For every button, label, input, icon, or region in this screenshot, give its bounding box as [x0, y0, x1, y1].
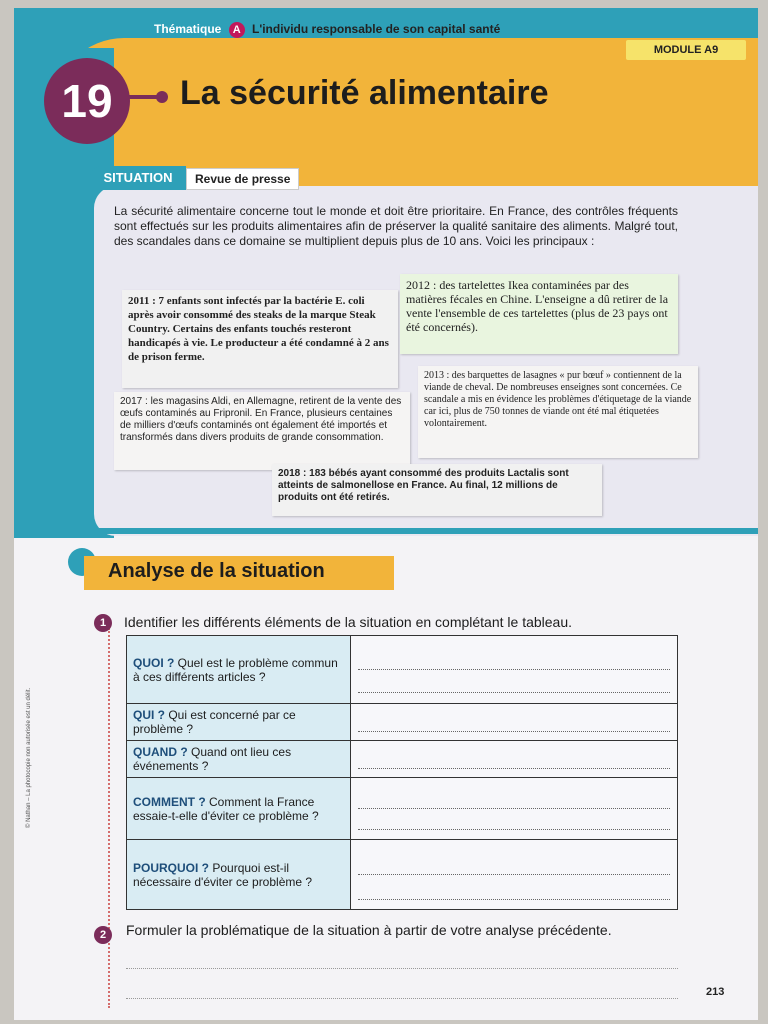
answer-cell[interactable] [351, 704, 678, 741]
question-1-number: 1 [94, 614, 112, 632]
revue-tag: Revue de presse [186, 168, 299, 190]
copyright-notice: © Nathan – La photocopie non autorisée est un délit. [26, 687, 32, 828]
row-question: POURQUOI ? Pourquoi est-il nécessaire d'éviter ce problème ? [127, 840, 351, 910]
analysis-table [126, 635, 678, 910]
writing-line[interactable] [126, 998, 678, 999]
textbook-page [14, 8, 758, 1020]
answer-cell[interactable] [351, 840, 678, 910]
question-1-text: Identifier les différents éléments de la situation en complétant le tableau. [124, 614, 573, 630]
page-title: La sécurité alimentaire [180, 74, 549, 112]
thematique-label: Thématique [154, 22, 222, 36]
intro-paragraph: La sécurité alimentaire concerne tout le monde et doit être prioritaire. En France, des contrôles fréquents sont effectués sur les produits alimentaires afin de préserver la qualité sanitaire des aliments. Malgré tout, des scandales dans ce domaine se multiplient depuis plus de 10 ans. Voici les principaux : [114, 204, 678, 248]
clipping-2012: 2012 : des tartelettes Ikea contaminées par des matières fécales en Chine. L'enseigne a dû retirer de la vente l'ensemble de ces tartelettes (plus de 23 pays ont été concernés). [400, 274, 678, 354]
chapter-number: 19 [44, 58, 130, 144]
clipping-2017: 2017 : les magasins Aldi, en Allemagne, retirent de la vente des œufs contaminés au Fripronil. En France, plusieurs centaines de milliers d'œufs contaminés ont également été importés et transformés dans divers produits de grande consommation. [114, 392, 410, 470]
situation-tag: SITUATION [90, 166, 186, 190]
table-row [127, 741, 678, 778]
connector-dot [156, 91, 168, 103]
row-question: QUAND ? Quand ont lieu ces événements ? [127, 741, 351, 778]
module-badge: MODULE A9 [626, 40, 746, 60]
clipping-2018: 2018 : 183 bébés ayant consommé des produits Lactalis sont atteints de salmonellose en France. Au final, 12 millions de produits ont été retirés. [272, 464, 602, 516]
question-2-text: Formuler la problématique de la situation à partir de votre analyse précédente. [126, 922, 612, 938]
answer-cell[interactable] [351, 636, 678, 704]
question-2-number: 2 [94, 926, 112, 944]
page-number: 213 [706, 986, 725, 998]
analyse-title: Analyse de la situation [108, 560, 325, 582]
table-row [127, 778, 678, 840]
clipping-2013: 2013 : des barquettes de lasagnes « pur bœuf » contiennent de la viande de cheval. De nombreuses enseignes sont concernées. Ce scandale a mis en évidence les problèmes d'étiquetage de la viande car ici, plus de 750 tonnes de viande ont été mal étiquetées volontairement. [418, 366, 698, 458]
thematique-letter: A [229, 22, 245, 38]
writing-line[interactable] [126, 968, 678, 969]
situation-box-border [94, 528, 758, 534]
row-question: COMMENT ? Comment la France essaie-t-elle d'éviter ce problème ? [127, 778, 351, 840]
table-row [127, 636, 678, 704]
row-question: QUOI ? Quel est le problème commun à ces différents articles ? [127, 636, 351, 704]
table-row [127, 704, 678, 741]
thematique [154, 22, 500, 38]
thematique-title: L'individu responsable de son capital santé [252, 22, 501, 36]
clipping-2011: 2011 : 7 enfants sont infectés par la bactérie E. coli après avoir consommé des steaks de la marque Steak Country. Certains des enfants touchés resteront handicapés à vie. Le producteur a été condamné à 2 ans de prison ferme. [122, 290, 398, 388]
row-question: QUI ? Qui est concerné par ce problème ? [127, 704, 351, 741]
dotted-margin-line [108, 628, 110, 1008]
table-row [127, 840, 678, 910]
answer-cell[interactable] [351, 778, 678, 840]
answer-cell[interactable] [351, 741, 678, 778]
